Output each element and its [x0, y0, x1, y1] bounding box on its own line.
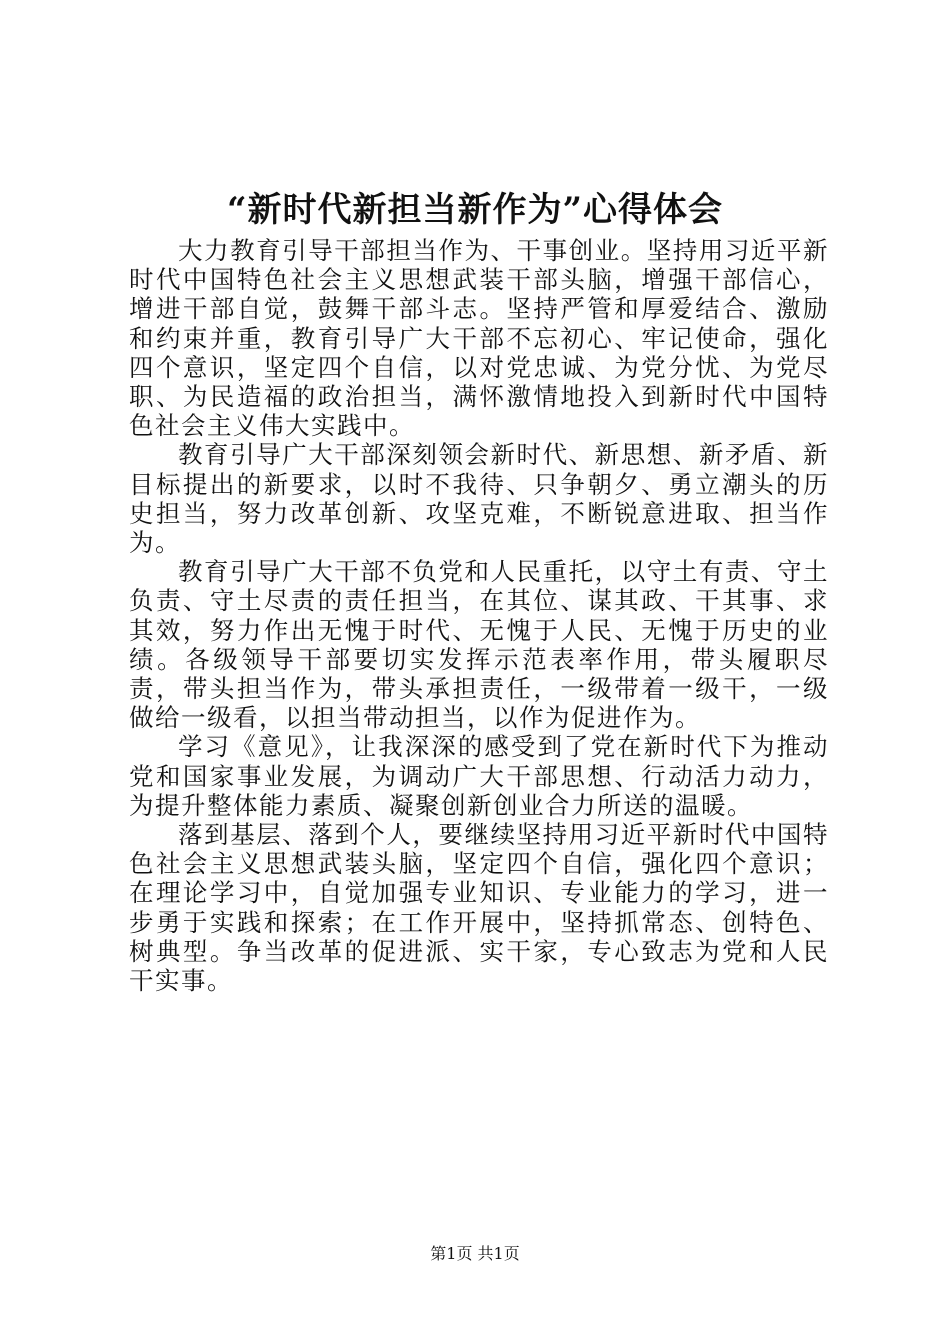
- document-title: “新时代新担当新作为”心得体会: [226, 190, 724, 230]
- paragraph-1: 大力教育引导干部担当作为、干事创业。坚持用习近平新时代中国特色社会主义思想武装干部头脑，增强干部信心，增进干部自觉，鼓舞干部斗志。坚持严管和厚爱结合、激励和约束并重，教育引导广大干部不忘初心、牢记使命，强化四个意识，坚定四个自信，以对党忠诚、为党分忧、为党尽职、为民造福的政治担当，满怀激情地投入到新时代中国特色社会主义伟大实践中。: [129, 236, 829, 441]
- page-number-footer: 第1页 共1页: [430, 1244, 520, 1263]
- paragraph-4: 学习《意见》，让我深深的感受到了党在新时代下为推动党和国家事业发展，为调动广大干部思想、行动活力动力，为提升整体能力素质、凝聚创新创业合力所送的温暖。: [129, 732, 829, 820]
- paragraph-5: 落到基层、落到个人，要继续坚持用习近平新时代中国特色社会主义思想武装头脑，坚定四个自信，强化四个意识；在理论学习中，自觉加强专业知识、专业能力的学习，进一步勇于实践和探索；在工作开展中，坚持抓常态、创特色、树典型。争当改革的促进派、实干家，专心致志为党和人民干实事。: [129, 820, 829, 996]
- paragraph-3: 教育引导广大干部不负党和人民重托，以守土有责、守土负责、守土尽责的责任担当，在其位、谋其政、干其事、求其效，努力作出无愧于时代、无愧于人民、无愧于历史的业绩。各级领导干部要切实发挥示范表率作用，带头履职尽责，带头担当作为，带头承担责任，一级带着一级干，一级做给一级看，以担当带动担当，以作为促进作为。: [129, 557, 829, 733]
- paragraph-2: 教育引导广大干部深刻领会新时代、新思想、新矛盾、新目标提出的新要求，以时不我待、只争朝夕、勇立潮头的历史担当，努力改革创新、攻坚克难，不断锐意进取、担当作为。: [129, 440, 829, 558]
- document-body: [129, 236, 829, 995]
